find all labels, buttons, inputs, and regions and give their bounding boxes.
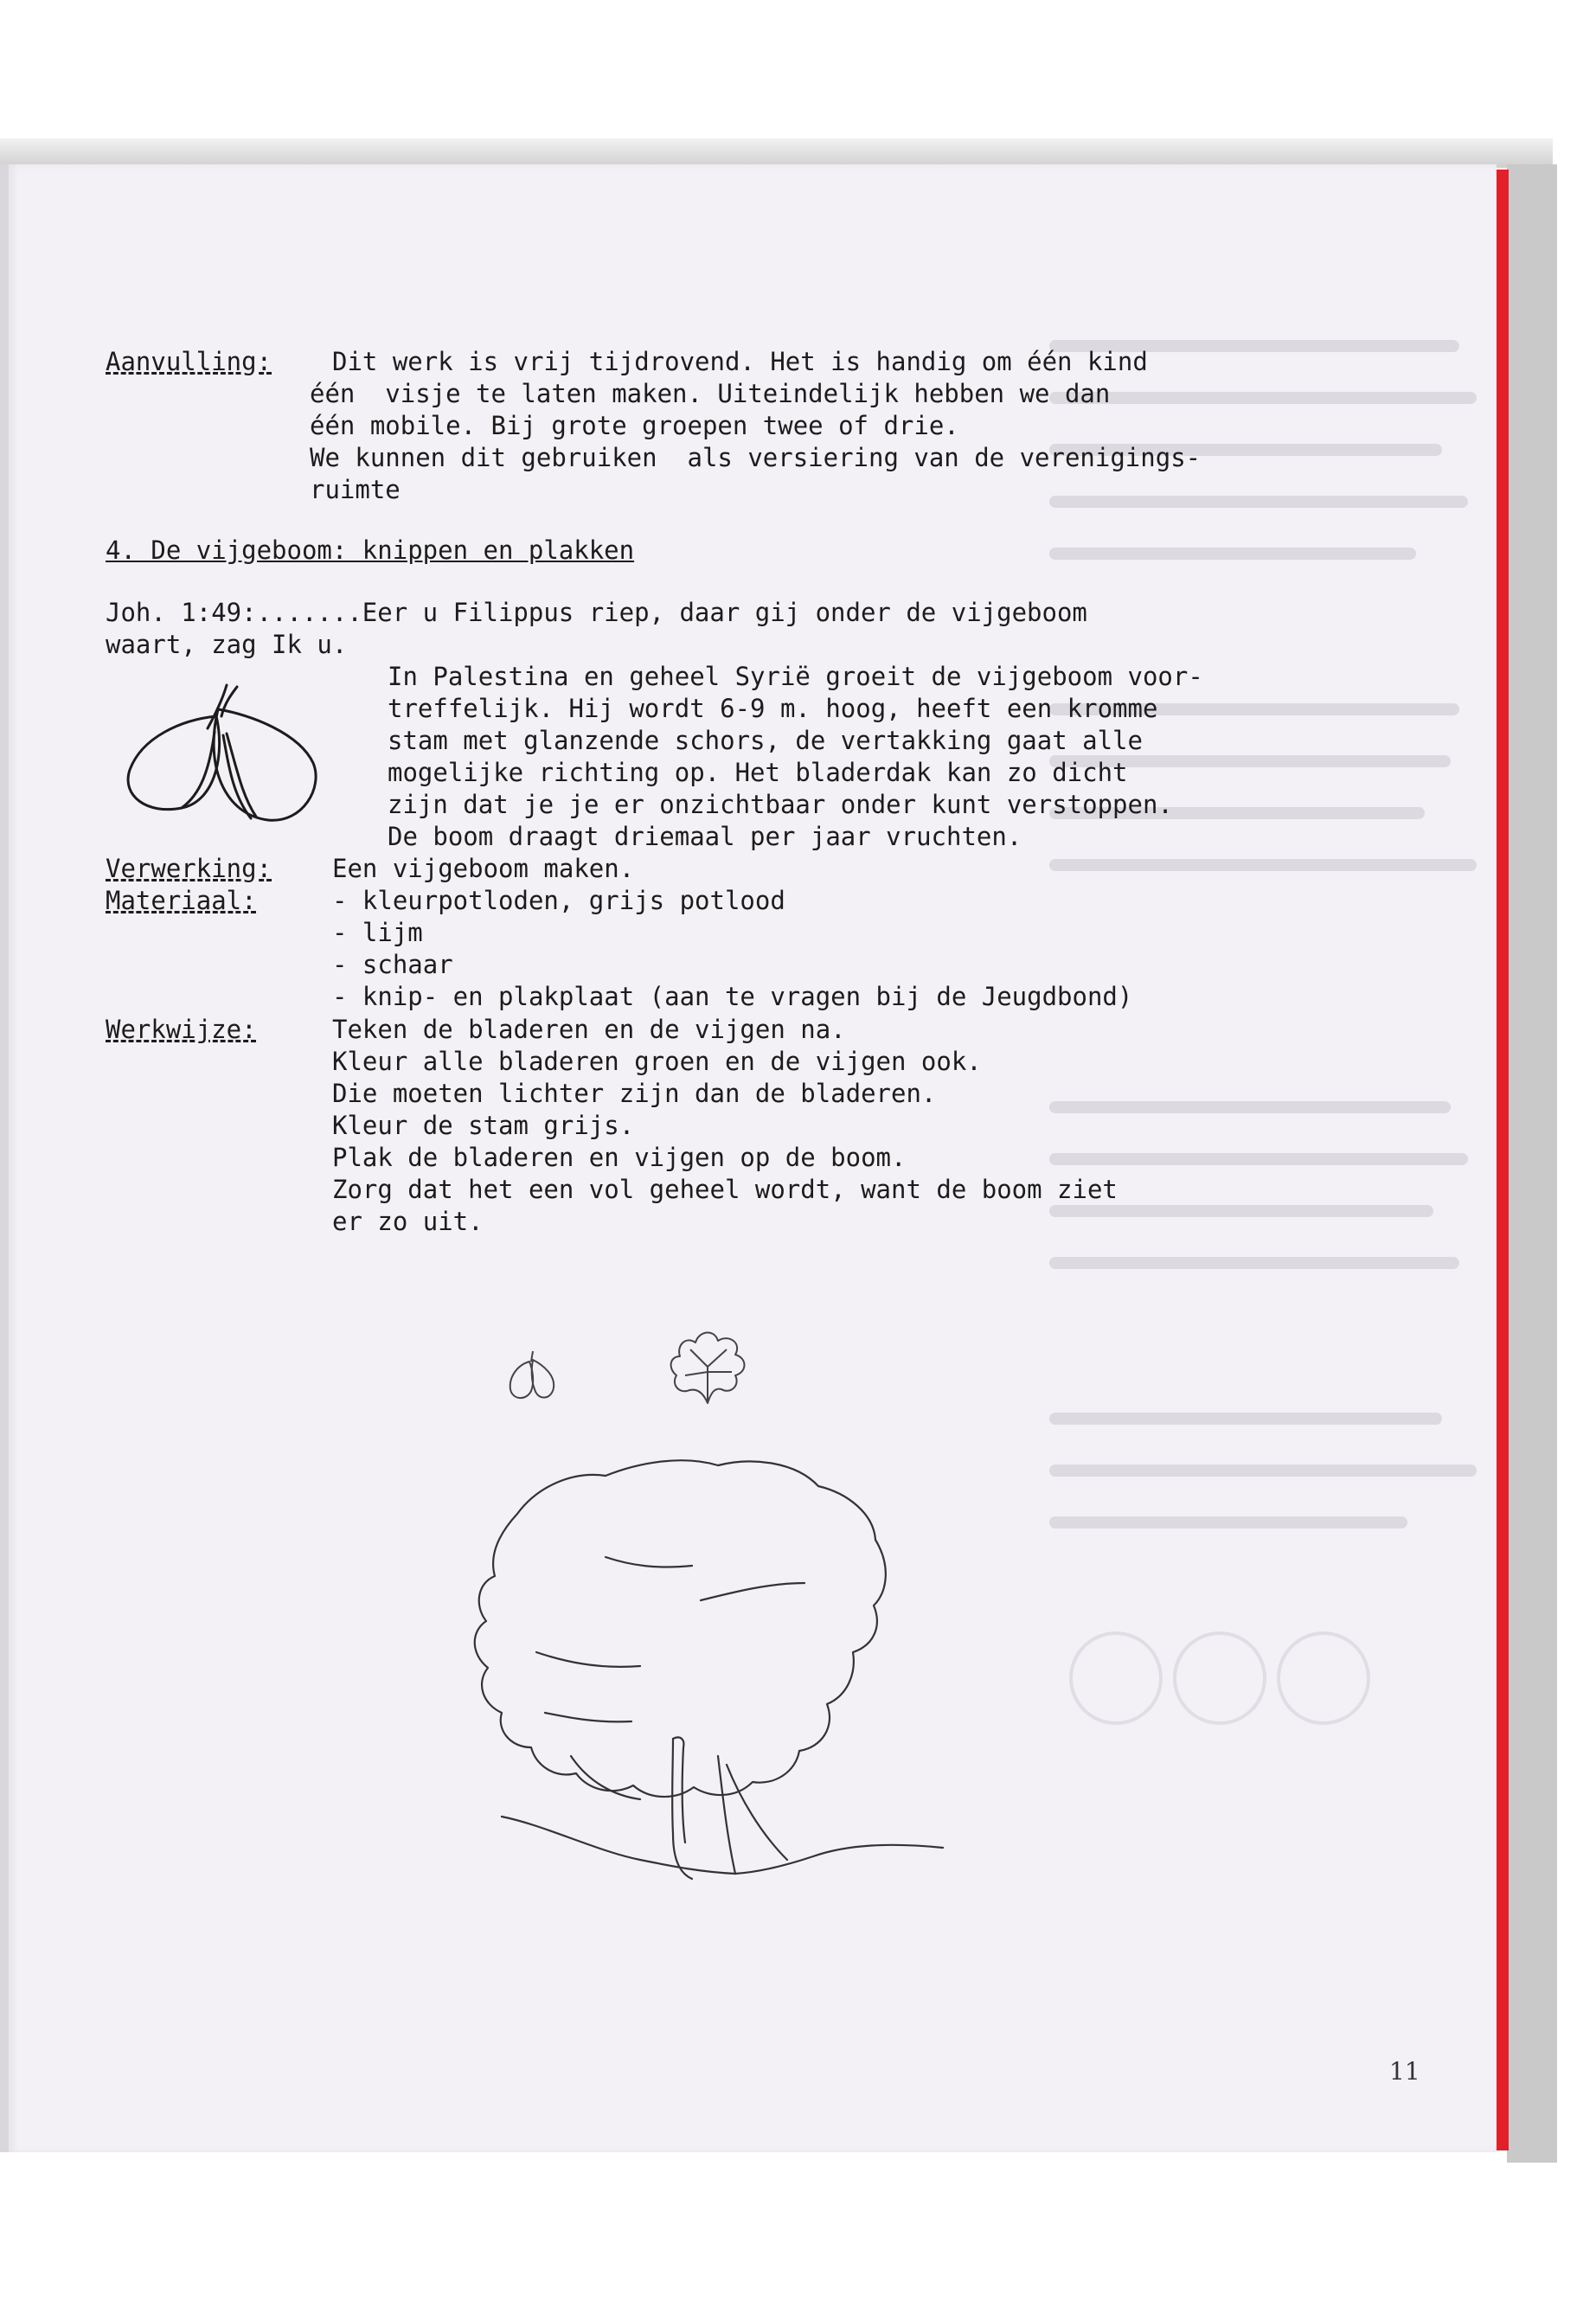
werkwijze-line-3: Die moeten lichter zijn dan de bladeren. (332, 1079, 937, 1108)
book-top-edge (0, 138, 1553, 168)
materiaal-item-3: - schaar (332, 950, 453, 979)
verwerking-value: Een vijgeboom maken. (332, 854, 635, 883)
werkwijze-line-5: Plak de bladeren en vijgen op de boom. (332, 1143, 907, 1172)
description-line-4: mogelijke richting op. Het bladerdak kan zo dicht (388, 758, 1128, 787)
aanvulling-line-4: We kunnen dit gebruiken als versiering van de verenigings- (310, 443, 1202, 472)
bleed-through-texture (1038, 329, 1488, 1799)
werkwijze-line-2: Kleur alle bladeren groen en de vijgen ook. (332, 1047, 982, 1076)
book-cover-edge (1507, 164, 1557, 2163)
werkwijze-line-6: Zorg dat het een vol geheel wordt, want de boom ziet (332, 1175, 1118, 1204)
description-line-2: treffelijk. Hij wordt 6-9 m. hoog, heeft een kromme (388, 694, 1158, 723)
description-line-3: stam met glanzende schors, de vertakking gaat alle (388, 726, 1143, 755)
quote-line-1: Joh. 1:49:.......Eer u Filippus riep, daar gij onder de vijgeboom (106, 598, 1087, 627)
aanvulling-line-5: ruimte (310, 475, 401, 504)
description-line-6: De boom draagt driemaal per jaar vruchten. (388, 822, 1022, 851)
red-page-edge (1495, 170, 1509, 2150)
fig-pair-icon (121, 683, 329, 830)
aanvulling-line-2: één visje te laten maken. Uiteindelijk hebben we dan (310, 379, 1111, 408)
werkwijze-line-7: er zo uit. (332, 1207, 484, 1236)
section-heading: 4. De vijgeboom: knippen en plakken (106, 535, 635, 565)
werkwijze-line-1: Teken de bladeren en de vijgen na. (332, 1015, 846, 1044)
description-line-5: zijn dat je je er onzichtbaar onder kunt verstoppen. (388, 790, 1173, 819)
werkwijze-label: Werkwijze: (106, 1015, 257, 1044)
aanvulling-line-3: één mobile. Bij grote groepen twee of drie. (310, 411, 959, 440)
verwerking-label: Verwerking: (106, 854, 272, 883)
aanvulling-line-1: Dit werk is vrij tijdrovend. Het is handig om één kind (332, 347, 1148, 376)
page-number: 11 (1389, 2057, 1420, 2086)
description-line-1: In Palestina en geheel Syrië groeit de vijgeboom voor- (388, 662, 1203, 691)
aanvulling-label: Aanvulling: (106, 347, 272, 376)
materiaal-item-2: - lijm (332, 918, 423, 947)
materiaal-item-1: - kleurpotloden, grijs potlood (332, 886, 785, 915)
fig-leaf-icon (664, 1324, 751, 1410)
small-fig-icon (503, 1349, 564, 1410)
materiaal-label: Materiaal: (106, 886, 257, 915)
fig-tree-icon (441, 1453, 960, 1920)
werkwijze-line-4: Kleur de stam grijs. (332, 1111, 635, 1140)
quote-line-2: waart, zag Ik u. (106, 630, 348, 659)
materiaal-item-4: - knip- en plakplaat (aan te vragen bij de Jeugdbond) (332, 982, 1133, 1011)
